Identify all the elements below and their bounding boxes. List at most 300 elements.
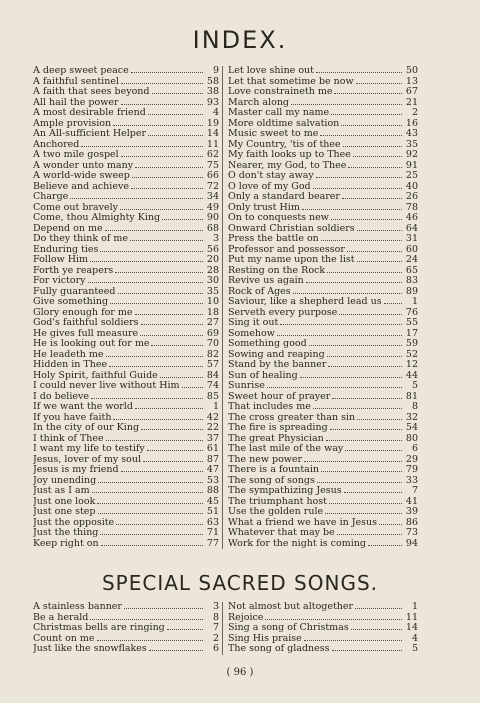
index-entry [33,371,222,382]
entry-page-number: 5 [411,381,418,391]
entry-page-number: 33 [405,475,418,486]
entry-title: Jesus, lover of my soul [33,454,142,465]
index-entry [228,203,418,214]
dot-leader [328,366,402,367]
index-entry [33,360,222,371]
entry-title: The sympathizing Jesus [228,486,342,496]
entry-page-number: 80 [405,433,418,444]
special-right-column [228,602,418,655]
dot-leader [147,450,203,451]
dot-leader [321,471,402,472]
entry-page-number: 24 [405,255,418,265]
entry-title: That includes me [228,402,311,412]
dot-leader [135,314,204,315]
entry-page-number: 42 [206,412,219,423]
index-entry [228,350,418,361]
entry-page-number: 7 [411,486,418,496]
entry-page-number: 35 [206,286,219,297]
entry-page-number: 3 [212,234,219,244]
entry-page-number: 37 [206,433,219,444]
index-entry [33,140,222,151]
index-entry [33,497,222,508]
entry-page-number: 72 [206,181,219,192]
entry-page-number: 92 [405,150,418,160]
index-entry [228,381,418,392]
entry-page-number: 10 [206,297,219,307]
entry-title: Sing a song of Christmas [228,623,349,633]
dot-leader [304,640,402,641]
entry-title: Follow Him [33,255,89,265]
entry-page-number: 13 [405,76,418,87]
dot-leader [109,366,203,367]
index-entry [33,119,222,130]
dot-leader [141,429,203,430]
dot-leader [90,619,203,620]
entry-page-number: 75 [206,160,219,171]
dot-leader [101,545,203,546]
entry-title: The new power [228,454,303,465]
dot-leader [121,104,203,105]
entry-title: Enduring ties [33,244,99,255]
index-entry [33,203,222,214]
index-entry [228,150,418,161]
index-entry [33,87,222,98]
entry-title: A wonder unto many [33,160,134,171]
dot-leader [353,156,402,157]
entry-page-number: 62 [206,150,219,160]
index-entry [228,392,418,403]
entry-title: Believe and achieve [33,181,129,192]
entry-title: He is looking out for me [33,339,150,349]
entry-page-number: 88 [206,486,219,496]
entry-title: Sowing and reaping [228,349,325,360]
entry-page-number: 27 [206,318,219,328]
entry-page-number: 11 [405,612,418,623]
index-right-column [228,66,418,549]
dot-leader [135,408,203,409]
entry-page-number: 79 [405,465,418,475]
entry-page-number: 34 [206,192,219,202]
entry-title: Love constraineth me [228,87,333,97]
entry-title: The triumphant host [228,496,327,507]
index-entry [33,613,222,624]
index-entry [33,402,222,413]
index-entry [33,476,222,487]
entry-page-number: 38 [206,87,219,97]
dot-leader [348,167,402,168]
index-entry [228,444,418,455]
entry-title: I think of Thee [33,433,104,444]
index-entry [228,329,418,340]
dot-leader [357,261,402,262]
entry-page-number: 45 [206,496,219,507]
index-entry [33,634,222,645]
index-entry [228,539,418,550]
entry-page-number: 90 [206,213,219,223]
entry-page-number: 5 [411,644,418,654]
dot-leader [92,492,203,493]
entry-title: Just one look [33,496,96,507]
index-entry [228,297,418,308]
entry-page-number: 64 [405,223,418,234]
entry-page-number: 46 [405,213,418,223]
entry-page-number: 4 [212,108,219,118]
index-entry [33,444,222,455]
page-number: ( 96 ) [226,667,254,678]
entry-page-number: 8 [411,402,418,412]
entry-title: What a friend we have in Jesus [228,517,378,528]
entry-title: Rock of Ages [228,286,291,297]
dot-leader [70,198,203,199]
entry-page-number: 8 [212,612,219,623]
entry-title: God's faithful soldiers [33,318,139,328]
index-entry [228,644,418,655]
entry-title: An All-sufficient Helper [33,129,147,139]
entry-title: O love of my God [228,181,311,192]
index-entry [33,329,222,340]
dot-leader [339,314,402,315]
dot-leader [115,272,203,273]
dot-leader [343,146,402,147]
entry-title: Not almost but altogether [228,602,354,612]
entry-title: The fire is spreading [228,423,328,433]
dot-leader [88,282,203,283]
entry-title: Fully guaranteed [33,286,116,297]
dot-leader [332,650,402,651]
entry-title: I want my life to testify [33,444,145,454]
dot-leader [329,503,402,504]
index-entry [33,234,222,245]
dot-leader [98,513,203,514]
dot-leader [100,251,203,252]
special-left-column [33,602,223,655]
dot-leader [341,125,402,126]
index-entry [228,192,418,203]
entry-title: Sweet hour of prayer [228,391,331,402]
entry-title: For victory [33,276,86,286]
entry-title: Sing it out [228,318,279,328]
index-entry [33,276,222,287]
dot-leader [81,146,203,147]
entry-page-number: 2 [411,108,418,118]
index-entry [228,623,418,634]
index-entry [228,308,418,319]
index-entry [33,465,222,476]
entry-page-number: 60 [405,244,418,255]
dot-leader [334,93,402,94]
entry-title: If you have faith [33,412,112,423]
entry-title: Come out bravely [33,202,118,213]
entry-page-number: 89 [405,286,418,297]
entry-page-number: 63 [206,517,219,528]
dot-leader [355,608,402,609]
index-entry [33,287,222,298]
index-entry [228,434,418,445]
index-entry [33,255,222,266]
entry-title: My faith looks up to Thee [228,150,351,160]
entry-page-number: 68 [206,223,219,234]
index-entry [228,129,418,140]
dot-leader [291,104,402,105]
index-entry [33,129,222,140]
entry-title: Onward Christian soldiers [228,223,355,234]
entry-title: Only a standard bearer [228,192,340,202]
entry-page-number: 35 [405,139,418,150]
entry-title: Forth ye reapers [33,265,114,276]
entry-title: Count on me [33,633,95,644]
entry-title: Give something [33,297,109,307]
entry-title: In the city of our King [33,423,140,433]
dot-leader [320,135,402,136]
entry-page-number: 77 [206,538,219,549]
entry-page-number: 66 [206,171,219,181]
entry-page-number: 2 [212,633,219,644]
entry-title: Press the battle on [228,234,319,244]
dot-leader [140,335,203,336]
entry-title: Just the thing [33,528,99,538]
entry-page-number: 58 [206,76,219,87]
entry-page-number: 40 [405,181,418,192]
dot-leader [167,629,203,630]
entry-page-number: 17 [405,328,418,339]
entry-title: Keep right on [33,538,99,549]
entry-title: A deep sweet peace [33,66,129,76]
entry-title: Master call my name [228,108,330,118]
dot-leader [309,345,402,346]
entry-page-number: 76 [405,307,418,318]
index-entry [228,213,418,224]
index-entry [228,423,418,434]
entry-page-number: 11 [206,139,219,150]
index-entry [228,602,418,613]
entry-title: Serveth every purpose [228,307,338,318]
entry-title: Just as I am [33,486,90,496]
entry-title: Whatever that may be [228,528,335,538]
index-entry [228,224,418,235]
entry-title: A faith that sees beyond [33,87,150,97]
entry-page-number: 1 [411,297,418,307]
entry-title: He leadeth me [33,349,104,360]
dot-leader [113,419,203,420]
entry-page-number: 93 [206,97,219,108]
index-entry [228,339,418,350]
dot-leader [148,114,203,115]
dot-leader [368,545,402,546]
entry-title: The last mile of the way [228,444,344,454]
index-entry [33,602,222,613]
entry-title: Let that sometime be now [228,76,354,87]
dot-leader [110,303,203,304]
dot-leader [326,440,402,441]
entry-page-number: 7 [212,623,219,633]
dot-leader [131,188,203,189]
entry-title: Rejoice [228,612,264,623]
index-entry [33,318,222,329]
entry-page-number: 14 [405,623,418,633]
index-entry [228,87,418,98]
dot-leader [121,471,203,472]
entry-title: The song of gladness [228,644,330,654]
entry-page-number: 47 [206,465,219,475]
entry-page-number: 65 [405,265,418,276]
entry-page-number: 54 [405,423,418,433]
dot-leader [342,198,402,199]
dot-leader [302,209,402,210]
dot-leader [317,482,402,483]
dot-leader [152,93,204,94]
index-entry [228,171,418,182]
dot-leader [325,513,402,514]
index-entry [228,266,418,277]
entry-title: O don't stay away [228,171,314,181]
dot-leader [124,608,203,609]
index-entry [228,634,418,645]
dot-leader [327,356,402,357]
index-entry [228,161,418,172]
entry-title: A faithful sentinel [33,76,119,87]
entry-page-number: 28 [206,265,219,276]
index-entry [228,119,418,130]
index-entry [33,339,222,350]
dot-leader [313,188,402,189]
special-songs-title: SPECIAL SACRED SONGS. [101,571,379,595]
index-entry [228,182,418,193]
index-entry [228,465,418,476]
entry-page-number: 16 [405,118,418,129]
dot-leader [132,177,203,178]
index-entry [228,245,418,256]
entry-title: Sing His praise [228,633,302,644]
dot-leader [143,461,203,462]
entry-page-number: 85 [206,391,219,402]
entry-page-number: 26 [405,192,418,202]
dot-leader [97,503,203,504]
entry-page-number: 73 [405,528,418,538]
entry-page-number: 41 [405,496,418,507]
index-entry [33,98,222,109]
index-entry [228,98,418,109]
index-entry [33,213,222,224]
index-title: INDEX. [192,26,288,54]
entry-title: Put my name upon the list [228,255,355,265]
entry-page-number: 49 [206,202,219,213]
entry-title: Just the opposite [33,517,115,528]
entry-title: The cross greater than sin [228,412,356,423]
entry-title: My Country, 'tis of thee [228,139,341,150]
dot-leader [267,387,402,388]
index-entry [228,371,418,382]
dot-leader [106,440,203,441]
entry-title: Christmas bells are ringing [33,623,165,633]
entry-page-number: 61 [206,444,219,454]
entry-title: Let love shine out [228,66,314,76]
index-entry [228,476,418,487]
entry-page-number: 20 [206,255,219,265]
index-entry [33,528,222,539]
dot-leader [97,640,203,641]
dot-leader [106,356,203,357]
index-entry [228,486,418,497]
entry-page-number: 52 [405,349,418,360]
dot-leader [356,83,402,84]
index-entry [33,297,222,308]
index-entry [33,161,222,172]
entry-title: If we want the world [33,402,133,412]
entry-page-number: 3 [212,602,219,612]
entry-title: Joy unending [33,475,97,486]
index-entry [228,255,418,266]
entry-page-number: 83 [405,276,418,286]
entry-title: Nearer, my God, to Thee [228,160,347,171]
entry-page-number: 69 [206,328,219,339]
index-entry [228,413,418,424]
entry-title: Charge [33,192,69,202]
dot-leader [330,429,402,430]
dot-leader [120,209,203,210]
index-entry [228,140,418,151]
index-entry [228,613,418,624]
dot-leader [277,335,402,336]
dot-leader [90,261,203,262]
entry-title: Do they think of me [33,234,129,244]
index-entry [228,360,418,371]
dot-leader [91,398,203,399]
entry-page-number: 21 [405,97,418,108]
dot-leader [347,251,402,252]
dot-leader [265,619,402,620]
index-entry [33,623,222,634]
entry-page-number: 29 [405,454,418,465]
dot-leader [141,324,203,325]
index-entry [33,539,222,550]
entry-page-number: 43 [405,129,418,139]
entry-title: Jesus is my friend [33,465,119,475]
index-entry [33,171,222,182]
dot-leader [306,282,402,283]
entry-page-number: 22 [206,423,219,433]
entry-page-number: 53 [206,475,219,486]
entry-page-number: 70 [206,339,219,349]
entry-title: Hidden in Thee [33,360,108,370]
entry-title: A two mile gospel [33,150,119,160]
index-entry [33,245,222,256]
entry-title: More oldtime salvation [228,118,340,129]
dot-leader [149,650,203,651]
entry-page-number: 44 [405,370,418,381]
dot-leader [321,240,402,241]
entry-page-number: 91 [405,160,418,171]
entry-page-number: 19 [206,118,219,129]
entry-title: Revive us again [228,276,304,286]
index-entry [33,434,222,445]
dot-leader [327,272,402,273]
entry-page-number: 31 [405,234,418,244]
entry-title: A most desirable friend [33,108,146,118]
dot-leader [316,72,402,73]
index-entry [228,318,418,329]
entry-page-number: 9 [212,66,219,76]
dot-leader [357,230,402,231]
entry-title: A stainless banner [33,602,122,612]
entry-page-number: 14 [206,129,219,139]
index-entry [228,518,418,529]
entry-title: Holy Spirit, faithful Guide [33,370,158,381]
entry-page-number: 6 [212,644,219,654]
dot-leader [300,377,402,378]
dot-leader [293,293,402,294]
index-entry [228,77,418,88]
entry-title: Something good [228,339,307,349]
